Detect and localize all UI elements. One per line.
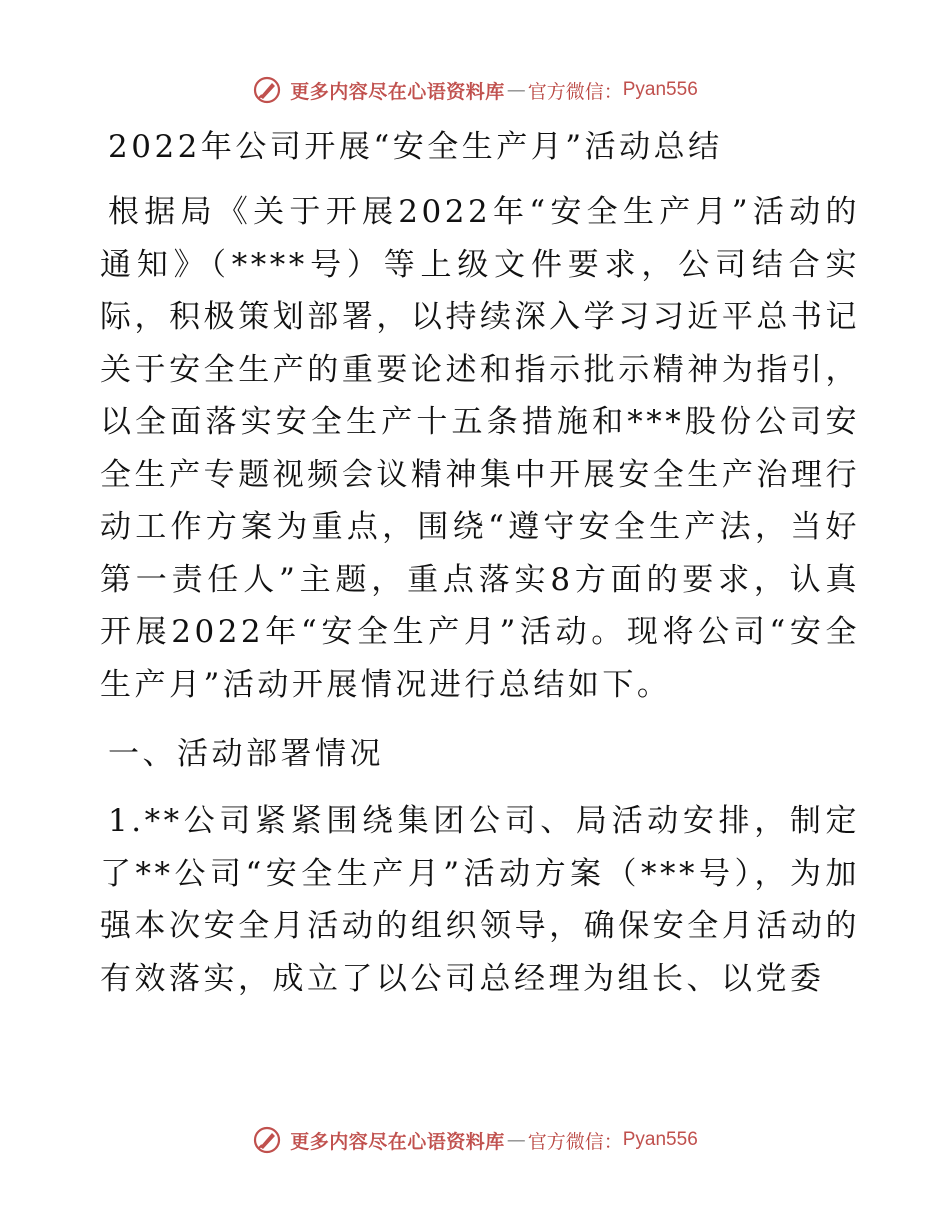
intro-paragraph: 根据局《关于开展2022年“安全生产月”活动的通知》（****号）等上级文件要求，公司结合实际，积极策划部署，以持续深入学习习近平总书记关于安全生产的重要论述和指示批示精神为指引，以全面落实安全生产十五条措施和***股份公司安全生产专题视频会议精神集中开展安全生产治理行动工作方案为重点，围绕“遵守安全生产法，当好第一责任人”主题，重点落实8方面的要求，认真开展2022年“安全生产月”活动。现将公司“安全生产月”活动开展情况进行总结如下。	[100, 194, 860, 703]
document-body	[100, 118, 860, 1005]
watermark-footer	[0, 1120, 950, 1160]
watermark-dash: —	[506, 1129, 526, 1151]
watermark-wechat-id: Pyan556	[622, 79, 698, 100]
watermark-dash: —	[506, 79, 526, 101]
watermark-site-text: 更多内容尽在心语资料库	[290, 1130, 505, 1153]
quill-logo-icon	[252, 1125, 282, 1155]
watermark-official-label: 官方微信：	[527, 80, 623, 103]
watermark-wechat-id: Pyan556	[622, 1129, 698, 1150]
watermark-site-text: 更多内容尽在心语资料库	[290, 80, 505, 103]
document-title: 2022年公司开展“安全生产月”活动总结	[108, 129, 723, 165]
section-paragraph-1: 1.**公司紧紧围绕集团公司、局活动安排，制定了**公司“安全生产月”活动方案（***号），为加强本次安全月活动的组织领导，确保安全月活动的有效落实，成立了以公司总经理为组长、以党委	[100, 803, 860, 997]
watermark-official-label: 官方微信：	[527, 1130, 623, 1153]
section-heading-deployment: 一、活动部署情况	[108, 736, 384, 772]
quill-logo-icon	[252, 75, 282, 105]
watermark-header	[0, 70, 950, 110]
